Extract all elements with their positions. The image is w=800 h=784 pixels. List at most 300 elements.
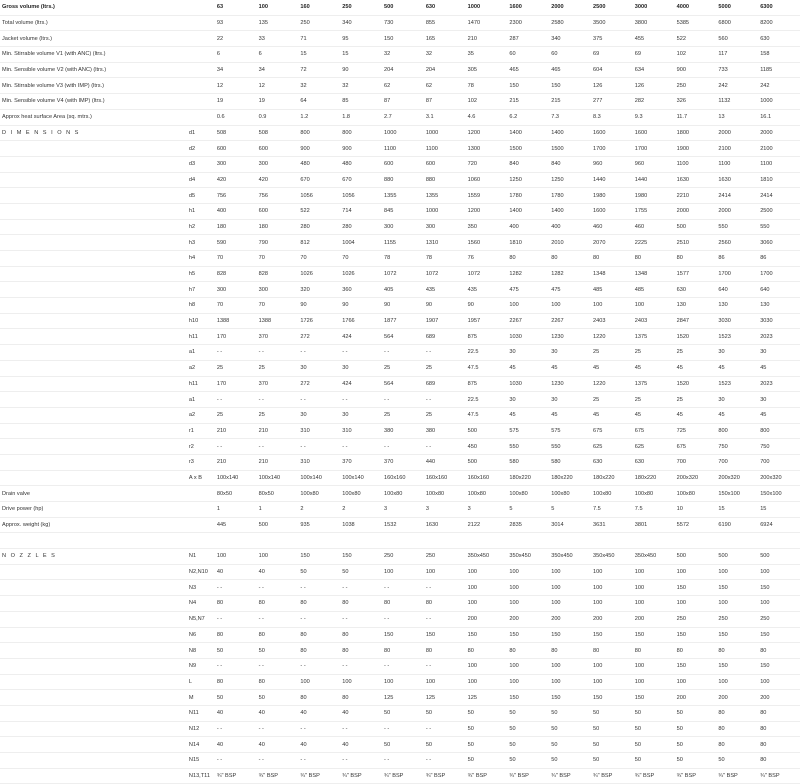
table-cell: 9.3 bbox=[633, 109, 675, 125]
table-cell: 80 bbox=[340, 643, 382, 659]
table-cell: 100 bbox=[633, 596, 675, 612]
table-cell: 300 bbox=[424, 219, 466, 235]
table-cell: 100 bbox=[298, 674, 340, 690]
table-cell: 675 bbox=[633, 423, 675, 439]
row-label bbox=[0, 407, 177, 423]
table-row bbox=[0, 188, 800, 204]
row-code: h11 bbox=[177, 329, 215, 345]
table-cell: 100 bbox=[507, 596, 549, 612]
table-cell: 1038 bbox=[340, 517, 382, 533]
table-cell: 80 bbox=[758, 721, 800, 737]
table-cell: 1100 bbox=[424, 141, 466, 157]
table-cell: 150x100 bbox=[758, 486, 800, 502]
table-cell: - - bbox=[340, 611, 382, 627]
table-cell: 100x80 bbox=[298, 486, 340, 502]
table-cell: 50 bbox=[549, 721, 591, 737]
table-cell: 180 bbox=[215, 219, 257, 235]
table-cell: 3 bbox=[466, 502, 508, 518]
table-cell: 62 bbox=[382, 78, 424, 94]
column-header: 5000 bbox=[716, 0, 758, 15]
table-cell bbox=[382, 533, 424, 549]
table-cell: 80 bbox=[549, 643, 591, 659]
row-code bbox=[177, 78, 215, 94]
table-cell: 70 bbox=[257, 298, 299, 314]
table-cell: 420 bbox=[257, 172, 299, 188]
table-cell: 600 bbox=[382, 156, 424, 172]
row-code bbox=[177, 502, 215, 518]
table-cell: 34 bbox=[257, 62, 299, 78]
table-cell: ¾" BSP bbox=[298, 768, 340, 784]
table-cell: 95 bbox=[340, 31, 382, 47]
table-cell: 100x80 bbox=[633, 486, 675, 502]
table-cell: 280 bbox=[298, 219, 340, 235]
table-cell bbox=[424, 533, 466, 549]
table-cell: - - bbox=[298, 580, 340, 596]
table-row bbox=[0, 360, 800, 376]
table-row bbox=[0, 674, 800, 690]
table-cell: 80 bbox=[716, 737, 758, 753]
table-row bbox=[0, 282, 800, 298]
table-cell: 80 bbox=[298, 690, 340, 706]
table-cell: 250 bbox=[424, 549, 466, 565]
table-cell: 100 bbox=[675, 596, 717, 612]
table-cell bbox=[257, 533, 299, 549]
table-cell: 100x140 bbox=[340, 470, 382, 486]
table-cell: 50 bbox=[675, 705, 717, 721]
table-cell: 80 bbox=[257, 674, 299, 690]
table-row bbox=[0, 203, 800, 219]
table-cell: 0.6 bbox=[215, 109, 257, 125]
table-row bbox=[0, 611, 800, 627]
row-code bbox=[177, 15, 215, 31]
table-cell: 7.3 bbox=[549, 109, 591, 125]
table-cell: 400 bbox=[549, 219, 591, 235]
table-cell: 1056 bbox=[340, 188, 382, 204]
row-label bbox=[0, 345, 177, 361]
table-cell: 86 bbox=[716, 251, 758, 267]
table-cell: 25 bbox=[382, 407, 424, 423]
table-cell: 1520 bbox=[675, 376, 717, 392]
table-cell: 350x450 bbox=[633, 549, 675, 565]
table-cell: 689 bbox=[424, 376, 466, 392]
table-cell bbox=[340, 533, 382, 549]
table-cell: 725 bbox=[675, 423, 717, 439]
table-cell: 100 bbox=[424, 674, 466, 690]
table-cell: 30 bbox=[507, 392, 549, 408]
table-row bbox=[0, 486, 800, 502]
table-cell: 80 bbox=[257, 596, 299, 612]
table-cell: 40 bbox=[215, 705, 257, 721]
table-cell: 45 bbox=[507, 407, 549, 423]
table-cell: 1388 bbox=[215, 313, 257, 329]
table-cell: 100 bbox=[633, 298, 675, 314]
table-cell: 485 bbox=[633, 282, 675, 298]
table-cell: 150 bbox=[675, 627, 717, 643]
table-cell: 80 bbox=[758, 753, 800, 769]
table-cell: 100 bbox=[507, 580, 549, 596]
table-cell: 12 bbox=[215, 78, 257, 94]
table-cell: - - bbox=[298, 611, 340, 627]
table-cell: 1 bbox=[257, 502, 299, 518]
table-cell: 300 bbox=[382, 219, 424, 235]
table-cell: 25 bbox=[591, 392, 633, 408]
table-row bbox=[0, 109, 800, 125]
table-cell: 30 bbox=[758, 345, 800, 361]
table-cell: 1810 bbox=[758, 172, 800, 188]
table-cell: - - bbox=[424, 753, 466, 769]
table-cell: 508 bbox=[257, 125, 299, 141]
table-cell: 272 bbox=[298, 329, 340, 345]
table-cell: - - bbox=[215, 439, 257, 455]
table-cell: - - bbox=[257, 721, 299, 737]
table-cell: 1282 bbox=[507, 266, 549, 282]
table-row bbox=[0, 172, 800, 188]
table-cell: 6190 bbox=[716, 517, 758, 533]
table-cell: 1780 bbox=[549, 188, 591, 204]
table-cell: 250 bbox=[758, 611, 800, 627]
table-cell: 580 bbox=[507, 454, 549, 470]
table-cell: 32 bbox=[424, 47, 466, 63]
table-cell: 100 bbox=[591, 298, 633, 314]
table-cell: 855 bbox=[424, 15, 466, 31]
table-cell: - - bbox=[340, 721, 382, 737]
table-cell: 80 bbox=[633, 643, 675, 659]
table-cell: 72 bbox=[298, 62, 340, 78]
table-cell: 150 bbox=[716, 658, 758, 674]
row-code: N14 bbox=[177, 737, 215, 753]
table-cell: 69 bbox=[633, 47, 675, 63]
table-cell: 160x160 bbox=[466, 470, 508, 486]
table-cell: 70 bbox=[215, 298, 257, 314]
table-cell: ¾" BSP bbox=[507, 768, 549, 784]
table-cell: 80x50 bbox=[257, 486, 299, 502]
table-cell: 204 bbox=[424, 62, 466, 78]
table-cell: 100 bbox=[466, 596, 508, 612]
table-cell: 32 bbox=[382, 47, 424, 63]
table-cell: 215 bbox=[507, 94, 549, 110]
table-cell: 1400 bbox=[549, 125, 591, 141]
table-cell: 47.5 bbox=[466, 407, 508, 423]
table-cell: 455 bbox=[633, 31, 675, 47]
table-cell: 32 bbox=[340, 78, 382, 94]
table-cell: 2023 bbox=[758, 329, 800, 345]
table-cell: 100 bbox=[716, 596, 758, 612]
table-row bbox=[0, 502, 800, 518]
table-cell: 3030 bbox=[716, 313, 758, 329]
table-cell bbox=[633, 533, 675, 549]
row-code bbox=[177, 62, 215, 78]
table-cell: 475 bbox=[507, 282, 549, 298]
table-cell: 935 bbox=[298, 517, 340, 533]
table-cell: 19 bbox=[257, 94, 299, 110]
table-cell: 150 bbox=[675, 658, 717, 674]
row-label bbox=[0, 172, 177, 188]
row-code: d4 bbox=[177, 172, 215, 188]
table-cell: 102 bbox=[675, 47, 717, 63]
table-cell: 12 bbox=[257, 78, 299, 94]
table-cell: 1523 bbox=[716, 376, 758, 392]
table-cell: 100 bbox=[549, 580, 591, 596]
table-cell: 640 bbox=[758, 282, 800, 298]
table-cell: 2000 bbox=[758, 125, 800, 141]
table-cell: 3800 bbox=[633, 15, 675, 31]
table-cell: 350x450 bbox=[549, 549, 591, 565]
table-cell: ¾" BSP bbox=[675, 768, 717, 784]
table-cell: 630 bbox=[675, 282, 717, 298]
table-cell: 2500 bbox=[758, 203, 800, 219]
table-cell: 287 bbox=[507, 31, 549, 47]
table-row bbox=[0, 392, 800, 408]
table-cell: 440 bbox=[424, 454, 466, 470]
row-code: N11 bbox=[177, 705, 215, 721]
table-cell: 45 bbox=[591, 407, 633, 423]
row-code: d1 bbox=[177, 125, 215, 141]
table-cell: 600 bbox=[424, 156, 466, 172]
row-label bbox=[0, 439, 177, 455]
table-cell: 150 bbox=[382, 627, 424, 643]
table-cell: 282 bbox=[633, 94, 675, 110]
table-row bbox=[0, 235, 800, 251]
table-cell: - - bbox=[382, 753, 424, 769]
table-cell: 100 bbox=[633, 658, 675, 674]
table-cell: 5 bbox=[549, 502, 591, 518]
table-cell: - - bbox=[257, 753, 299, 769]
table-cell: 45 bbox=[758, 407, 800, 423]
table-cell: 100x140 bbox=[215, 470, 257, 486]
table-cell: 880 bbox=[424, 172, 466, 188]
table-cell: 50 bbox=[215, 643, 257, 659]
table-cell: 13 bbox=[716, 109, 758, 125]
table-row bbox=[0, 141, 800, 157]
table-cell: 60 bbox=[507, 47, 549, 63]
table-cell: 78 bbox=[424, 251, 466, 267]
table-cell: 45 bbox=[675, 360, 717, 376]
table-cell: 310 bbox=[298, 423, 340, 439]
table-cell: 272 bbox=[298, 376, 340, 392]
table-cell: 15 bbox=[298, 47, 340, 63]
table-cell: 7.5 bbox=[591, 502, 633, 518]
table-cell: 100 bbox=[591, 580, 633, 596]
row-label bbox=[0, 313, 177, 329]
table-cell: 200 bbox=[633, 611, 675, 627]
table-cell: 435 bbox=[466, 282, 508, 298]
table-cell: 1060 bbox=[466, 172, 508, 188]
table-cell: 200x320 bbox=[675, 470, 717, 486]
table-cell: 2.7 bbox=[382, 109, 424, 125]
table-row bbox=[0, 643, 800, 659]
table-cell: 16.1 bbox=[758, 109, 800, 125]
table-cell: 800 bbox=[298, 125, 340, 141]
table-cell: 350x450 bbox=[507, 549, 549, 565]
table-cell: 875 bbox=[466, 329, 508, 345]
table-cell: 180x220 bbox=[633, 470, 675, 486]
table-cell: 200 bbox=[675, 690, 717, 706]
table-cell: 480 bbox=[298, 156, 340, 172]
table-cell: 150 bbox=[716, 627, 758, 643]
table-cell: 25 bbox=[675, 392, 717, 408]
table-cell: 130 bbox=[675, 298, 717, 314]
table-cell: 1100 bbox=[675, 156, 717, 172]
table-cell: 50 bbox=[382, 737, 424, 753]
table-cell: 485 bbox=[591, 282, 633, 298]
table-cell: 1900 bbox=[675, 141, 717, 157]
table-cell: 40 bbox=[298, 737, 340, 753]
table-cell: 15 bbox=[340, 47, 382, 63]
table-cell: 100 bbox=[507, 564, 549, 580]
table-cell: 756 bbox=[215, 188, 257, 204]
table-row bbox=[0, 658, 800, 674]
table-cell: - - bbox=[424, 392, 466, 408]
table-cell: 1375 bbox=[633, 376, 675, 392]
table-cell: 200 bbox=[549, 611, 591, 627]
table-cell: 375 bbox=[591, 31, 633, 47]
table-cell: - - bbox=[424, 658, 466, 674]
table-cell: 2 bbox=[340, 502, 382, 518]
table-cell: 70 bbox=[215, 251, 257, 267]
table-cell: 1185 bbox=[758, 62, 800, 78]
row-code bbox=[177, 533, 215, 549]
table-cell: - - bbox=[298, 721, 340, 737]
table-row bbox=[0, 596, 800, 612]
table-cell: 4.6 bbox=[466, 109, 508, 125]
table-cell: 250 bbox=[675, 78, 717, 94]
table-cell: 2023 bbox=[758, 376, 800, 392]
table-cell: 340 bbox=[340, 15, 382, 31]
table-cell: - - bbox=[382, 439, 424, 455]
table-cell: 310 bbox=[340, 423, 382, 439]
table-cell: 150 bbox=[507, 78, 549, 94]
row-code bbox=[177, 47, 215, 63]
table-cell: 40 bbox=[257, 737, 299, 753]
table-cell: 828 bbox=[257, 266, 299, 282]
table-cell: 2847 bbox=[675, 313, 717, 329]
table-cell: - - bbox=[257, 658, 299, 674]
column-header: 4000 bbox=[675, 0, 717, 15]
row-label bbox=[0, 533, 177, 549]
row-code: h4 bbox=[177, 251, 215, 267]
table-cell: 1500 bbox=[507, 141, 549, 157]
table-cell: 80 bbox=[215, 627, 257, 643]
table-cell: 630 bbox=[633, 454, 675, 470]
table-cell: 1500 bbox=[549, 141, 591, 157]
table-cell: 1470 bbox=[466, 15, 508, 31]
table-row bbox=[0, 15, 800, 31]
table-cell: 1155 bbox=[382, 235, 424, 251]
row-code: N15 bbox=[177, 753, 215, 769]
row-label bbox=[0, 282, 177, 298]
row-code bbox=[177, 31, 215, 47]
table-cell: 50 bbox=[466, 721, 508, 737]
table-row bbox=[0, 156, 800, 172]
row-label bbox=[0, 360, 177, 376]
column-header: 2000 bbox=[549, 0, 591, 15]
table-cell: 2560 bbox=[716, 235, 758, 251]
row-label bbox=[0, 737, 177, 753]
table-cell: 1000 bbox=[424, 203, 466, 219]
table-cell: - - bbox=[298, 392, 340, 408]
table-cell: 80 bbox=[424, 596, 466, 612]
row-label bbox=[0, 596, 177, 612]
table-cell: - - bbox=[340, 753, 382, 769]
table-cell: 100x140 bbox=[298, 470, 340, 486]
table-cell: 30 bbox=[340, 360, 382, 376]
table-cell: 3030 bbox=[758, 313, 800, 329]
table-cell: - - bbox=[257, 580, 299, 596]
table-cell: 500 bbox=[716, 549, 758, 565]
table-cell: 204 bbox=[382, 62, 424, 78]
table-cell: 0.9 bbox=[257, 109, 299, 125]
table-cell: 1132 bbox=[716, 94, 758, 110]
column-header: 63 bbox=[215, 0, 257, 15]
table-cell: 85 bbox=[340, 94, 382, 110]
table-cell: 1072 bbox=[424, 266, 466, 282]
table-row bbox=[0, 768, 800, 784]
table-cell: 150 bbox=[298, 549, 340, 565]
table-cell: 1030 bbox=[507, 376, 549, 392]
table-cell: 150 bbox=[591, 690, 633, 706]
table-cell: 1000 bbox=[424, 125, 466, 141]
table-cell: 277 bbox=[591, 94, 633, 110]
table-cell: 50 bbox=[591, 753, 633, 769]
table-cell bbox=[675, 533, 717, 549]
table-cell: 100 bbox=[633, 564, 675, 580]
table-cell: 80 bbox=[298, 596, 340, 612]
table-cell: 30 bbox=[716, 392, 758, 408]
table-row bbox=[0, 705, 800, 721]
table-cell: 78 bbox=[466, 78, 508, 94]
table-cell: 80 bbox=[215, 674, 257, 690]
table-cell: 100 bbox=[758, 596, 800, 612]
table-cell bbox=[298, 533, 340, 549]
table-cell: 200 bbox=[466, 611, 508, 627]
table-cell bbox=[466, 533, 508, 549]
table-cell: 50 bbox=[549, 753, 591, 769]
row-code: h5 bbox=[177, 266, 215, 282]
table-cell: 1072 bbox=[466, 266, 508, 282]
row-code: h3 bbox=[177, 235, 215, 251]
table-cell: 1810 bbox=[507, 235, 549, 251]
table-cell: 1056 bbox=[298, 188, 340, 204]
table-cell: 30 bbox=[758, 392, 800, 408]
table-cell: 45 bbox=[675, 407, 717, 423]
row-code bbox=[177, 517, 215, 533]
table-cell: 200 bbox=[591, 611, 633, 627]
table-cell: - - bbox=[257, 345, 299, 361]
table-row bbox=[0, 454, 800, 470]
table-cell: 700 bbox=[716, 454, 758, 470]
table-cell: 250 bbox=[716, 611, 758, 627]
table-cell: 80 bbox=[424, 643, 466, 659]
table-cell: 1100 bbox=[758, 156, 800, 172]
row-label bbox=[0, 329, 177, 345]
column-header: 1600 bbox=[507, 0, 549, 15]
row-label bbox=[0, 188, 177, 204]
table-cell: 1532 bbox=[382, 517, 424, 533]
row-label bbox=[0, 251, 177, 267]
table-cell: 424 bbox=[340, 376, 382, 392]
table-cell: ¾" BSP bbox=[466, 768, 508, 784]
table-cell: 435 bbox=[424, 282, 466, 298]
table-cell: 675 bbox=[675, 439, 717, 455]
table-cell: 200x320 bbox=[758, 470, 800, 486]
table-cell: 812 bbox=[298, 235, 340, 251]
table-cell: 1577 bbox=[675, 266, 717, 282]
table-cell: 8200 bbox=[758, 15, 800, 31]
table-cell: 125 bbox=[382, 690, 424, 706]
table-cell: 1250 bbox=[507, 172, 549, 188]
table-cell: 125 bbox=[424, 690, 466, 706]
table-cell: 33 bbox=[257, 31, 299, 47]
